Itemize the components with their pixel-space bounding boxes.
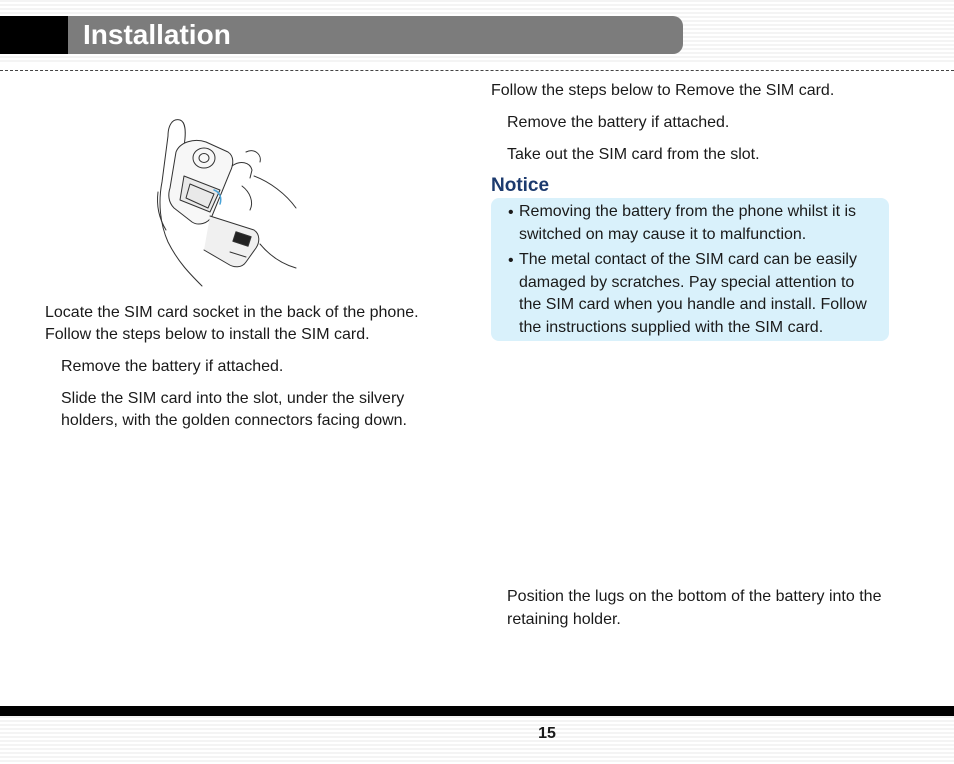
notice-item-2-line-2: damaged by scratches. Pay special attention to — [519, 274, 855, 291]
left-step-remove-battery: Remove the battery if attached. — [61, 358, 284, 375]
right-battery-step-line-2: retaining holder. — [507, 611, 621, 628]
dashed-divider — [0, 70, 954, 71]
right-step-remove-battery: Remove the battery if attached. — [507, 114, 730, 131]
left-step-slide-sim-line-1: Slide the SIM card into the slot, under the silvery — [61, 390, 405, 407]
notice-box — [491, 198, 889, 341]
notice-bullet-2: • — [508, 252, 514, 269]
left-intro-line-1: Locate the SIM card socket in the back of the phone. — [45, 304, 419, 321]
sim-card-insertion-illustration-icon — [150, 112, 300, 288]
page-number: 15 — [538, 725, 556, 742]
header-bar — [68, 16, 683, 54]
footer-band — [0, 716, 954, 764]
footer-bar — [0, 706, 954, 716]
notice-item-2-line-4: the instructions supplied with the SIM card. — [519, 319, 824, 336]
notice-item-2-line-3: the SIM card when you handle and install. Follow — [519, 296, 867, 313]
page-title: Installation — [83, 19, 231, 50]
notice-item-1-line-2: switched on may cause it to malfunction. — [519, 226, 807, 243]
right-step-take-out-sim: Take out the SIM card from the slot. — [507, 146, 760, 163]
right-intro: Follow the steps below to Remove the SIM card. — [491, 82, 835, 99]
left-step-slide-sim-line-2: holders, with the golden connectors facing down. — [61, 412, 407, 429]
notice-item-1-line-1: Removing the battery from the phone whilst it is — [519, 203, 857, 220]
left-intro-line-2: Follow the steps below to install the SIM card. — [45, 326, 370, 343]
right-battery-step-line-1: Position the lugs on the bottom of the battery into the — [507, 588, 882, 605]
notice-title: Notice — [491, 175, 550, 196]
notice-bullet-1: • — [508, 204, 514, 221]
notice-item-2-line-1: The metal contact of the SIM card can be easily — [519, 251, 857, 268]
header-black-block — [0, 16, 68, 54]
